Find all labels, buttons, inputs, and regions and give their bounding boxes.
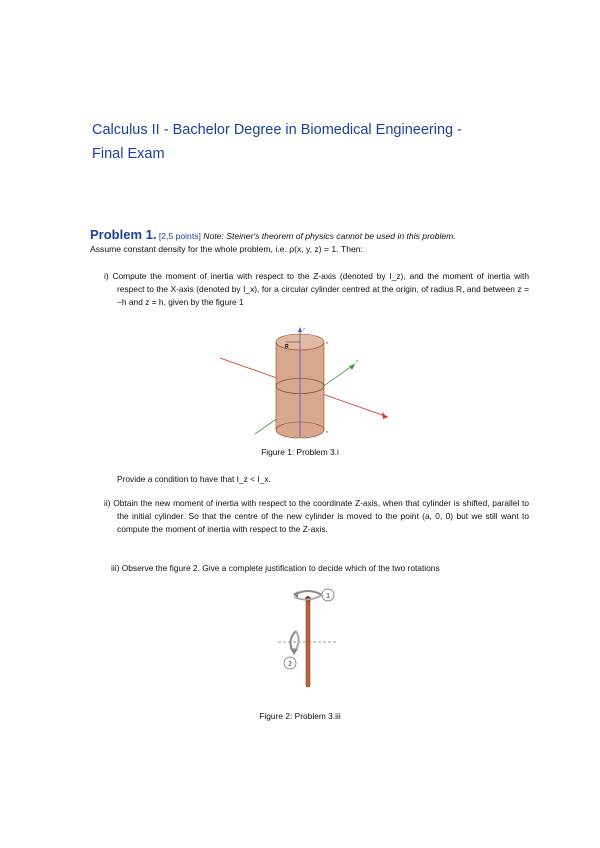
item-ii: [104, 497, 529, 537]
y-axis-label: y: [356, 358, 358, 363]
title-line-2: Final Exam: [92, 146, 165, 162]
item-i: [104, 270, 529, 310]
condition-text: Provide a condition to have that I_z < I_x.: [117, 474, 271, 484]
figure-2-caption: Figure 2: Problem 3.iii: [259, 711, 341, 721]
problem-intro: Assume constant density for the whole problem, i.e. ρ(x, y, z) = 1. Then:: [90, 244, 363, 254]
z-axis-label: z: [303, 326, 305, 331]
figure-1-cylinder: [210, 322, 400, 444]
rotation-2-arrow: [290, 648, 298, 655]
item-iii: [111, 562, 519, 575]
figure-2-rod: [268, 585, 348, 695]
item-i-label: i): [104, 271, 109, 281]
item-i-text: Compute the moment of inertia with respect to the Z-axis (denoted by I_z), and the moment of inertia with respect to the X-axis (denoted by I_x), for a circular cylinder centred at the origin, of radius R, and between z = −h and z = h, given by the figure 1: [112, 271, 529, 308]
rotation-1-arc: [294, 591, 322, 595]
item-ii-label: ii): [104, 498, 111, 508]
item-iii-text: Observe the figure 2. Give a complete justification to decide which of the two rotations: [121, 563, 440, 573]
problem-heading: Problem 1.: [90, 227, 157, 242]
title-line-1: Calculus II - Bachelor Degree in Biomedical Engineering -: [92, 122, 462, 138]
problem-points: [2,5 points]: [158, 231, 201, 241]
item-iii-label: iii): [111, 563, 120, 573]
x-axis-label: x: [382, 410, 384, 415]
y-axis-arrow: [349, 364, 355, 370]
height-label-top: h: [326, 340, 329, 345]
problem-note: Note: Steiner's theorem of physics cannot be used in this problem.: [203, 231, 456, 241]
problem-header: [90, 228, 530, 256]
z-axis-arrow: [298, 327, 302, 332]
rotation-2-label: 2: [288, 661, 292, 668]
item-ii-text: Obtain the new moment of inertia with respect to the coordinate Z-axis, when that cylinder is shifted, parallel to the initial cylinder. So that the centre of the new cylinder is moved to the point (a, 0, 0) but we still want to compute the moment of inertia with respect to the Z-axis.: [113, 498, 529, 535]
figure-1-caption: Figure 1: Problem 3.i: [261, 447, 339, 457]
exam-title: [92, 118, 512, 166]
rotation-1-label: 1: [326, 593, 330, 600]
radius-label: R: [285, 344, 289, 350]
height-label-bottom: h: [326, 429, 329, 434]
rod-body: [306, 597, 310, 687]
